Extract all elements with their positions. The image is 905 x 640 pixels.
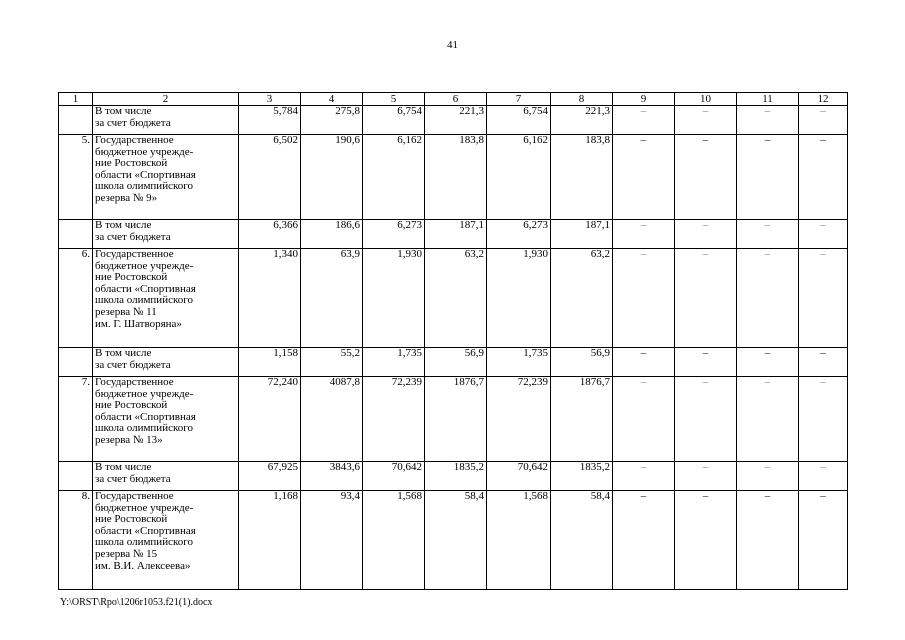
dash-cell: – (675, 491, 737, 590)
value-cell: 221,3 (551, 106, 613, 135)
dash-cell: – (799, 135, 848, 220)
value-cell: 3843,6 (301, 462, 363, 491)
institution-name: В том числе за счет бюджета (93, 462, 239, 491)
column-header: 10 (675, 93, 737, 106)
table-row (59, 348, 848, 377)
dash-cell: – (799, 249, 848, 348)
dash-cell: – (613, 377, 675, 462)
value-cell: 1876,7 (551, 377, 613, 462)
value-cell: 1835,2 (425, 462, 487, 491)
row-number (59, 462, 93, 491)
header-row (59, 93, 848, 106)
value-cell: 183,8 (551, 135, 613, 220)
value-cell: 5,784 (239, 106, 301, 135)
dash-cell: – (737, 462, 799, 491)
table-row (59, 135, 848, 220)
dash-cell: – (675, 249, 737, 348)
dash-cell: – (737, 106, 799, 135)
value-cell: 58,4 (551, 491, 613, 590)
dash-cell: – (675, 106, 737, 135)
institution-name: В том числе за счет бюджета (93, 106, 239, 135)
row-number (59, 348, 93, 377)
column-header: 1 (59, 93, 93, 106)
dash-cell: – (613, 106, 675, 135)
value-cell: 56,9 (425, 348, 487, 377)
dash-cell: – (799, 220, 848, 249)
column-header: 8 (551, 93, 613, 106)
value-cell: 1,168 (239, 491, 301, 590)
table-row (59, 106, 848, 135)
page-number: 41 (447, 39, 458, 51)
row-number: 6. (59, 249, 93, 348)
value-cell: 72,240 (239, 377, 301, 462)
value-cell: 187,1 (425, 220, 487, 249)
value-cell: 6,273 (487, 220, 551, 249)
value-cell: 55,2 (301, 348, 363, 377)
value-cell: 6,502 (239, 135, 301, 220)
value-cell: 221,3 (425, 106, 487, 135)
value-cell: 186,6 (301, 220, 363, 249)
institution-name: Государственное бюджетное учрежде- ние Ростовской области «Спортивная школа олимпийского резерва № 9» (93, 135, 239, 220)
dash-cell: – (675, 220, 737, 249)
value-cell: 275,8 (301, 106, 363, 135)
dash-cell: – (613, 220, 675, 249)
budget-table (58, 92, 848, 590)
dash-cell: – (737, 249, 799, 348)
dash-cell: – (613, 135, 675, 220)
table-row (59, 220, 848, 249)
value-cell: 56,9 (551, 348, 613, 377)
value-cell: 6,162 (363, 135, 425, 220)
dash-cell: – (799, 491, 848, 590)
column-header: 5 (363, 93, 425, 106)
table-row (59, 491, 848, 590)
row-number: 7. (59, 377, 93, 462)
value-cell: 72,239 (363, 377, 425, 462)
value-cell: 70,642 (363, 462, 425, 491)
row-number: 5. (59, 135, 93, 220)
dash-cell: – (799, 106, 848, 135)
institution-name: Государственное бюджетное учрежде- ние Ростовской области «Спортивная школа олимпийского резерва № 13» (93, 377, 239, 462)
value-cell: 6,754 (487, 106, 551, 135)
value-cell: 72,239 (487, 377, 551, 462)
dash-cell: – (675, 462, 737, 491)
value-cell: 1,340 (239, 249, 301, 348)
dash-cell: – (675, 135, 737, 220)
column-header: 6 (425, 93, 487, 106)
value-cell: 183,8 (425, 135, 487, 220)
dash-cell: – (675, 377, 737, 462)
table-body (59, 93, 848, 590)
value-cell: 6,162 (487, 135, 551, 220)
dash-cell: – (799, 377, 848, 462)
value-cell: 1835,2 (551, 462, 613, 491)
value-cell: 58,4 (425, 491, 487, 590)
row-number (59, 220, 93, 249)
column-header: 7 (487, 93, 551, 106)
dash-cell: – (737, 220, 799, 249)
value-cell: 6,754 (363, 106, 425, 135)
value-cell: 1876,7 (425, 377, 487, 462)
column-header: 9 (613, 93, 675, 106)
value-cell: 190,6 (301, 135, 363, 220)
institution-name: Государственное бюджетное учрежде- ние Ростовской области «Спортивная школа олимпийского резерва № 15 им. В.И. Алексеева» (93, 491, 239, 590)
value-cell: 1,930 (363, 249, 425, 348)
dash-cell: – (799, 348, 848, 377)
value-cell: 1,735 (363, 348, 425, 377)
value-cell: 63,9 (301, 249, 363, 348)
dash-cell: – (737, 491, 799, 590)
row-number (59, 106, 93, 135)
column-header: 11 (737, 93, 799, 106)
value-cell: 63,2 (551, 249, 613, 348)
value-cell: 6,366 (239, 220, 301, 249)
institution-name: В том числе за счет бюджета (93, 220, 239, 249)
table-row (59, 462, 848, 491)
dash-cell: – (675, 348, 737, 377)
dash-cell: – (613, 491, 675, 590)
dash-cell: – (737, 377, 799, 462)
column-header: 2 (93, 93, 239, 106)
value-cell: 70,642 (487, 462, 551, 491)
column-header: 4 (301, 93, 363, 106)
institution-name: Государственное бюджетное учрежде- ние Ростовской области «Спортивная школа олимпийского резерва № 11 им. Г. Шатворяна» (93, 249, 239, 348)
value-cell: 187,1 (551, 220, 613, 249)
dash-cell: – (737, 135, 799, 220)
dash-cell: – (799, 462, 848, 491)
table-row (59, 377, 848, 462)
value-cell: 1,568 (487, 491, 551, 590)
value-cell: 1,930 (487, 249, 551, 348)
file-path-footer: Y:\ORST\Rpo\1206r1053.f21(1).docx (60, 597, 213, 608)
dash-cell: – (613, 348, 675, 377)
value-cell: 63,2 (425, 249, 487, 348)
dash-cell: – (613, 462, 675, 491)
value-cell: 1,158 (239, 348, 301, 377)
value-cell: 6,273 (363, 220, 425, 249)
value-cell: 67,925 (239, 462, 301, 491)
value-cell: 1,568 (363, 491, 425, 590)
value-cell: 4087,8 (301, 377, 363, 462)
dash-cell: – (737, 348, 799, 377)
column-header: 3 (239, 93, 301, 106)
table-row (59, 249, 848, 348)
column-header: 12 (799, 93, 848, 106)
dash-cell: – (613, 249, 675, 348)
institution-name: В том числе за счет бюджета (93, 348, 239, 377)
row-number: 8. (59, 491, 93, 590)
value-cell: 93,4 (301, 491, 363, 590)
value-cell: 1,735 (487, 348, 551, 377)
